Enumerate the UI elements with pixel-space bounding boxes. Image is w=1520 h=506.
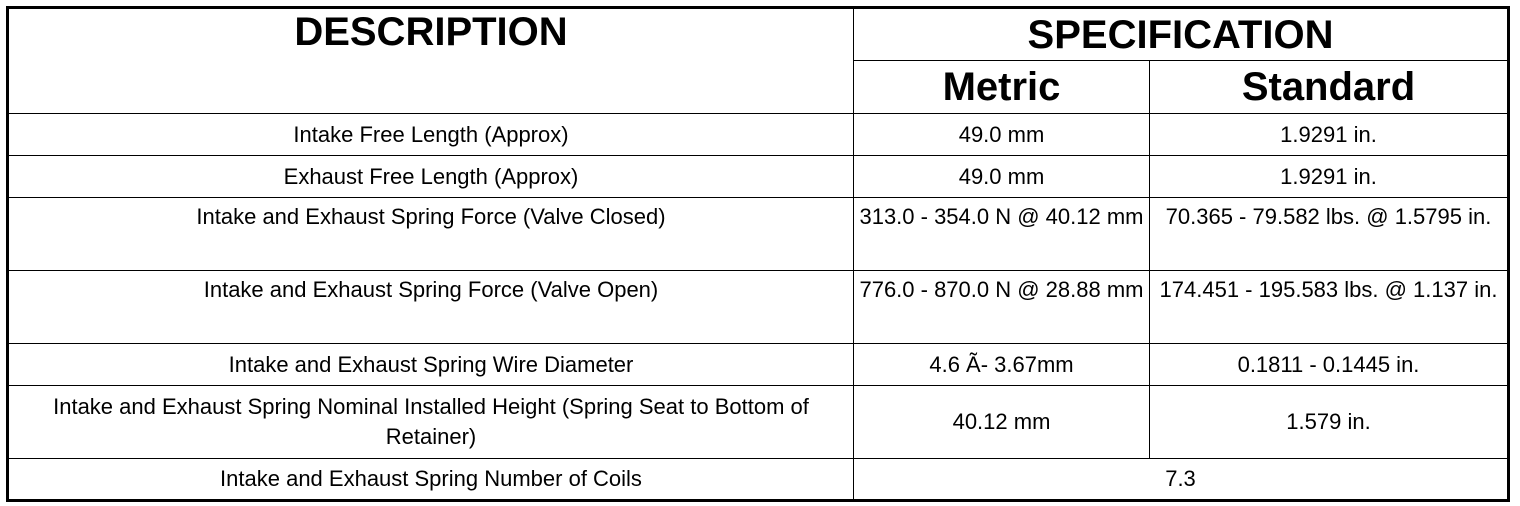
row-description: Intake and Exhaust Spring Force (Valve Closed)	[8, 198, 854, 271]
table-row	[8, 156, 1509, 198]
table-row	[8, 386, 1509, 459]
description-header: DESCRIPTION	[8, 8, 854, 114]
row-metric-value: 4.6 Ã- 3.67mm	[854, 344, 1150, 386]
row-description: Intake and Exhaust Spring Wire Diameter	[8, 344, 854, 386]
metric-header: Metric	[854, 61, 1150, 114]
row-metric-value: 40.12 mm	[854, 386, 1150, 459]
row-combined-value: 7.3	[854, 459, 1509, 501]
table-row	[8, 114, 1509, 156]
table-row	[8, 198, 1509, 271]
table-row	[8, 344, 1509, 386]
table-row	[8, 271, 1509, 344]
row-description: Exhaust Free Length (Approx)	[8, 156, 854, 198]
row-description: Intake and Exhaust Spring Force (Valve Open)	[8, 271, 854, 344]
specification-header: SPECIFICATION	[854, 8, 1509, 61]
row-standard-value: 70.365 - 79.582 lbs. @ 1.5795 in.	[1150, 198, 1509, 271]
row-metric-value: 776.0 - 870.0 N @ 28.88 mm	[854, 271, 1150, 344]
row-standard-value: 174.451 - 195.583 lbs. @ 1.137 in.	[1150, 271, 1509, 344]
row-standard-value: 1.9291 in.	[1150, 156, 1509, 198]
row-description: Intake and Exhaust Spring Number of Coils	[8, 459, 854, 501]
row-standard-value: 0.1811 - 0.1445 in.	[1150, 344, 1509, 386]
row-description: Intake and Exhaust Spring Nominal Installed Height (Spring Seat to Bottom of Retainer)	[8, 386, 854, 459]
valve-spring-spec-table	[6, 6, 1510, 502]
row-description: Intake Free Length (Approx)	[8, 114, 854, 156]
row-metric-value: 313.0 - 354.0 N @ 40.12 mm	[854, 198, 1150, 271]
table-row	[8, 459, 1509, 501]
row-standard-value: 1.9291 in.	[1150, 114, 1509, 156]
row-standard-value: 1.579 in.	[1150, 386, 1509, 459]
standard-header: Standard	[1150, 61, 1509, 114]
row-metric-value: 49.0 mm	[854, 114, 1150, 156]
row-metric-value: 49.0 mm	[854, 156, 1150, 198]
